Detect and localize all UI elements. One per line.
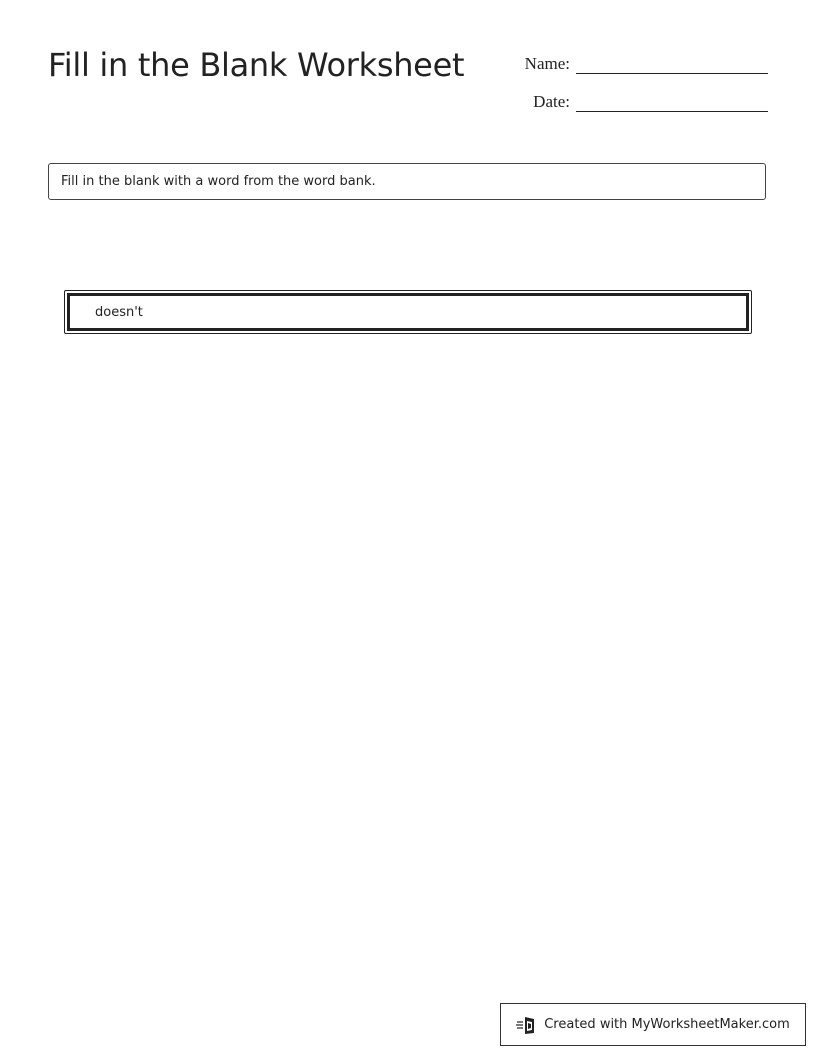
page-title: Fill in the Blank Worksheet [48, 46, 465, 84]
footer-credit [500, 1003, 806, 1046]
name-blank-line[interactable] [576, 73, 768, 74]
instructions-box [48, 163, 766, 200]
name-label: Name: [524, 54, 570, 73]
date-label: Date: [533, 92, 570, 111]
word-bank-inner [67, 293, 749, 331]
word-bank [64, 290, 752, 334]
name-field [525, 54, 768, 74]
footer-credit-text: Created with MyWorksheetMaker.com [544, 1017, 790, 1032]
word-bank-word: doesn't [95, 304, 143, 320]
date-field [533, 92, 768, 112]
instructions-text: Fill in the blank with a word from the word bank. [61, 174, 376, 189]
worksheet-maker-logo-icon [516, 1014, 538, 1036]
date-blank-line[interactable] [576, 111, 768, 112]
